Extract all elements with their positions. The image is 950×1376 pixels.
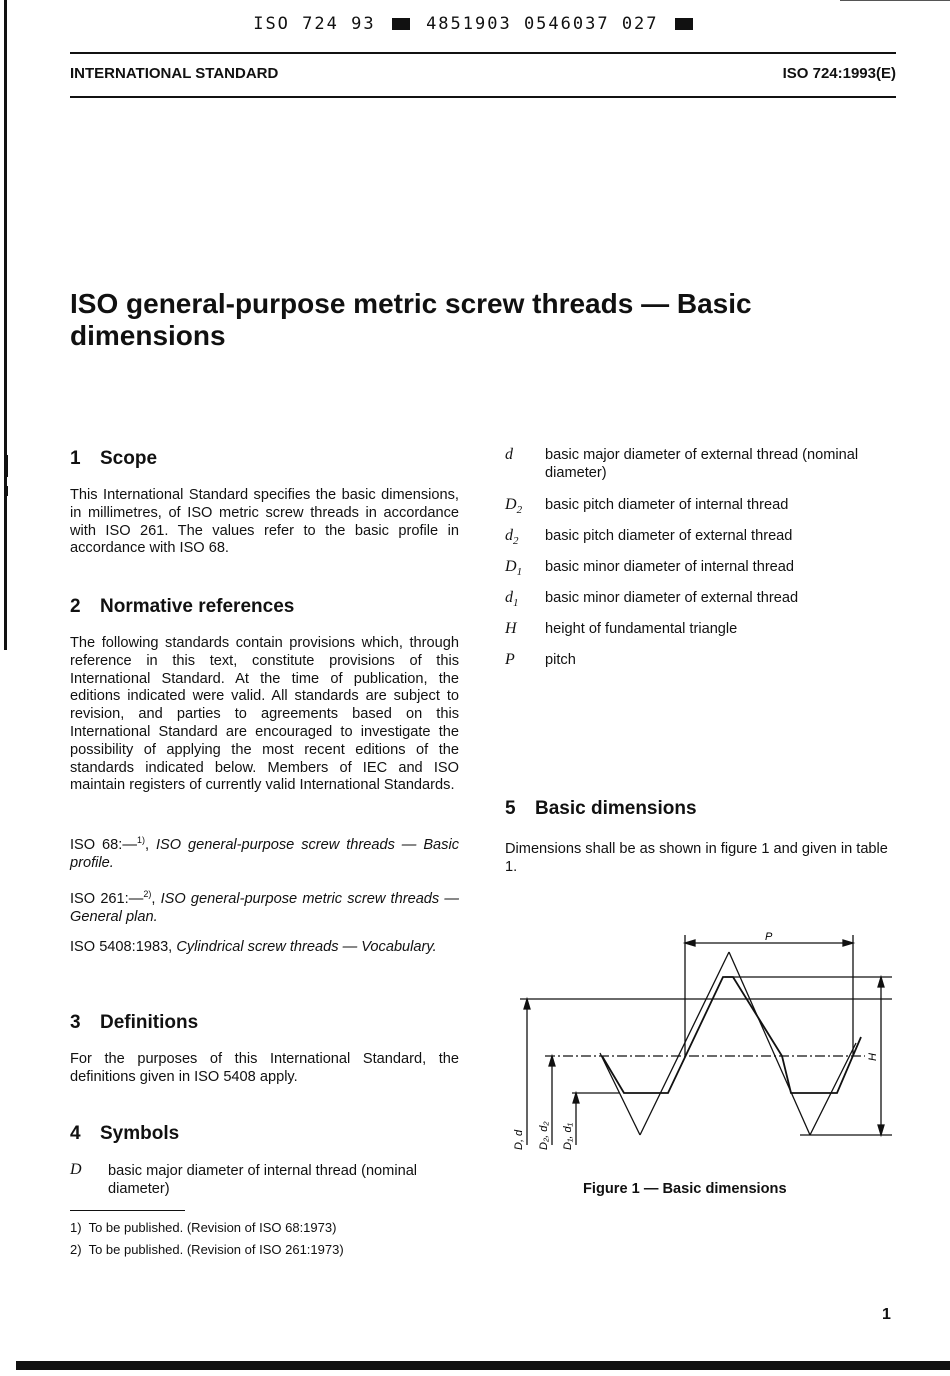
symbol-definition: basic minor diameter of internal thread [545, 559, 795, 575]
reference-item: ISO 261:—$^{2)}$, ISO general-purpose metric screw threads — General plan. [70, 889, 459, 925]
fundamental-triangle-line [600, 1053, 640, 1135]
footnote-rule [70, 1210, 185, 1211]
footnote [70, 1242, 344, 1257]
footnote [70, 1220, 336, 1235]
section-title: Normative references [100, 596, 295, 617]
symbol-definition: pitch [545, 652, 576, 668]
symbol-term: P [505, 651, 515, 668]
reference-id: ISO 68:— [70, 836, 137, 853]
section-number: 5 [505, 798, 516, 819]
code-block-mark [392, 18, 410, 30]
reference-item: ISO 68:—$^{1)}$, ISO general-purpose screw threads — Basic profile. [70, 835, 460, 871]
section-title: Basic dimensions [535, 798, 697, 819]
arrow-head [685, 940, 695, 946]
document-code-left: ISO 724 93 [253, 14, 376, 34]
symbol-definition: basic major diameter of internal thread (nominal diameter) [108, 1163, 418, 1197]
symbol-definition: basic minor diameter of external thread [545, 590, 799, 606]
symbol-term: D [70, 1161, 82, 1178]
footnote-mark: 1) [70, 1220, 82, 1235]
symbol-definition: height of fundamental triangle [545, 621, 738, 637]
arrow-head [573, 1093, 579, 1103]
symbol-definition: basic pitch diameter of external thread [545, 528, 793, 544]
left-margin-rule [4, 0, 7, 650]
section-number: 4 [70, 1123, 81, 1144]
reference-id: ISO 261:— [70, 890, 144, 907]
arrow-head [524, 999, 530, 1009]
arrow-head [878, 1125, 884, 1135]
header-left: INTERNATIONAL STANDARD [70, 65, 279, 82]
page-title: ISO general-purpose metric screw threads — Basic dimensions [70, 288, 752, 351]
section-number: 3 [70, 1012, 81, 1033]
top-right-rule [840, 0, 950, 1]
code-block-mark [675, 18, 693, 30]
symbol-term: $D_1$ [505, 558, 523, 579]
page-number: 1 [882, 1306, 891, 1323]
pitch-diameter-label: D₂, d₂ [538, 1121, 550, 1150]
section-heading-basic-dimensions [505, 798, 697, 820]
reference-id: ISO 5408:1983, [70, 939, 173, 955]
section-heading-normative [70, 596, 294, 618]
symbol-definition: basic pitch diameter of internal thread [545, 497, 789, 513]
symbol-term: $D_2$ [505, 496, 523, 517]
symbol-definition: basic major diameter of external thread (nominal diameter) [545, 447, 859, 481]
section-title: Definitions [100, 1012, 199, 1033]
arrow-head [878, 977, 884, 987]
thread-profile-figure [500, 925, 900, 1165]
fundamental-triangle-line [729, 952, 810, 1135]
symbol-term: d [505, 446, 513, 463]
header-top-rule [70, 52, 896, 54]
reference-note: 2) [143, 889, 152, 899]
section-heading-scope [70, 448, 157, 470]
left-margin-tick [6, 486, 8, 496]
basic-dimensions-paragraph: Dimensions shall be as shown in figure 1 and given in table 1. [505, 841, 888, 875]
symbol-term: $d_1$ [505, 589, 519, 610]
footnote-text: To be published. (Revision of ISO 68:1973) [88, 1220, 337, 1235]
minor-diameter-label: D₁, d₁ [562, 1122, 574, 1150]
definitions-paragraph: For the purposes of this International Standard, the definitions given in ISO 5408 apply. [70, 1051, 459, 1085]
header-right: ISO 724:1993(E) [782, 65, 896, 82]
scope-paragraph: This International Standard specifies the basic dimensions, in millimetres, of ISO metric screw threads in accordance with ISO 261. The values refer to the basic profile in accordance with ISO 68. [70, 487, 459, 557]
figure-caption: Figure 1 — Basic dimensions [583, 1181, 787, 1197]
left-margin-tick [6, 455, 8, 477]
section-title: Scope [100, 448, 158, 469]
arrow-head [843, 940, 853, 946]
bottom-page-rule [16, 1361, 950, 1370]
height-label: H [867, 1053, 879, 1061]
document-code-right: 4851903 0546037 027 [426, 14, 659, 34]
thread-profile-line [602, 977, 861, 1093]
pitch-label: P [765, 931, 773, 943]
symbol-term: H [505, 620, 517, 637]
reference-title: ISO general-purpose screw threads — Basic profile. [70, 836, 460, 871]
reference-title: Cylindrical screw threads — Vocabulary. [176, 939, 437, 955]
normative-paragraph: The following standards contain provisions which, through reference in this text, constitute provisions of this International Standard. At the time of publication, the editions indicated were valid. All standards are subject to revision, and parties to agreements based on this International Standard are encouraged to investigate the possibility of applying the most recent editions of the standards indicated below. Members of IEC and ISO maintain registers of currently valid International Standards. [70, 635, 459, 794]
header-bottom-rule [70, 96, 896, 98]
reference-item [70, 939, 459, 957]
arrow-head [549, 1056, 555, 1066]
section-title: Symbols [100, 1123, 180, 1144]
footnote-mark: 2) [70, 1242, 82, 1257]
document-code-line [0, 14, 950, 34]
section-heading-definitions [70, 1012, 198, 1034]
footnote-text: To be published. (Revision of ISO 261:1973) [88, 1242, 344, 1257]
major-diameter-label: D, d [513, 1129, 525, 1150]
reference-note: 1) [136, 835, 145, 845]
reference-title: ISO general-purpose metric screw threads — General plan. [70, 890, 459, 925]
symbol-term: $d_2$ [505, 527, 519, 548]
section-number: 1 [70, 448, 81, 469]
section-heading-symbols [70, 1123, 179, 1145]
section-number: 2 [70, 596, 81, 617]
fundamental-triangle-line [810, 1043, 856, 1135]
